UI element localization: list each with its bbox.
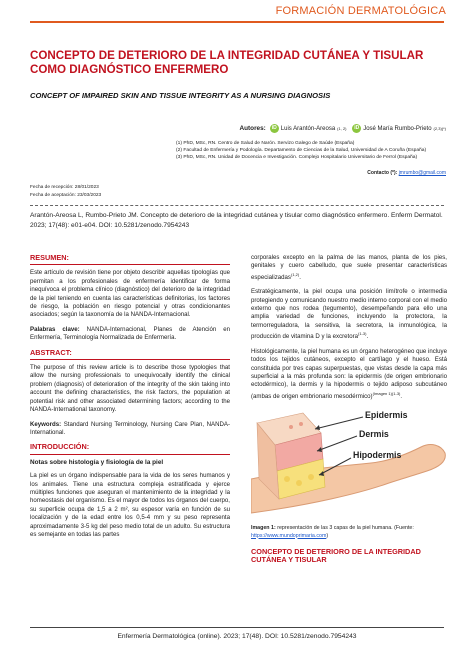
keywords-text: Standard Nursing Terminology, Nursing Care Plan, NANDA-International. [30, 420, 230, 436]
author-2-affil: (2,3)(*) [433, 126, 446, 131]
contact-line [367, 170, 446, 176]
footer-rule [30, 627, 444, 628]
citation-divider [30, 205, 444, 206]
skin-layers-illustration [251, 409, 447, 521]
received-date: Fecha de recepción: 28/01/2023 [30, 185, 99, 190]
citation: Arantón-Areosa L, Rumbo-Prieto JM. Concepto de deterioro de la integridad cutánea y tisular como diagnóstico enfermero. Enferm Dermatol. 2023; 17(48): e01-e04. DOI: 10.5281/zenodo.7954243 [30, 212, 443, 229]
page-footer: Enfermería Dermatológica (online). 2023; 17(48). DOI: 10.5281/zenodo.7954243 [117, 633, 357, 640]
palabras-label: Palabras clave: [30, 325, 80, 333]
affiliation-2: (2) Facultad de Enfermería y Podología. Departamento de Ciencias de la Salud, Universidad de A Coruña (España) [176, 148, 427, 154]
journal-section-title: FORMACIÓN DERMATOLÓGICA [275, 5, 446, 17]
keywords [30, 421, 230, 438]
affiliation-1: (1) PhD, MSc, RN. Centro de Salud de Narón. Servizo Galego de Saúde (España) [176, 141, 355, 146]
article-subtitle: CONCEPT OF IMPAIRED SKIN AND TISSUE INTEGRITY AS A NURSING DIAGNOSIS [30, 91, 331, 100]
authors-label: Autores: [239, 125, 266, 132]
palabras-clave [30, 326, 230, 343]
figure-label-dermis: Dermis [359, 429, 389, 440]
affiliations [176, 140, 446, 162]
abstract-text: The purpose of this review article is to describe those typologies that allow the nursing professionals to unequivocally identify the clinical problem (diagnosis) of deterioration of the integrity of the skin taking into account the defining characteristics, the risk factors, the population at potential risk and other associated determining factors; according to the NANDA-International taxonomy. [30, 364, 230, 414]
resumen-heading: RESUMEN: [30, 254, 230, 265]
authors-line [240, 124, 446, 133]
right-column [251, 254, 447, 571]
body-paragraph-3: Histológicamente, la piel humana es un órgano heterogéneo que incluye todos los tejidos cutáneos, excepto el cartílago y el hueso. Está constituida por tres capas superpuestas, que vistas desde la capa más superficial a la más profunda son: la epidermis (de origen embrionario ectodérmico), la dermis y la hipodermis o tejido adiposo subcutáneo (ambas de origen embrionario mesodérmico)$^{(Imagen 1)(1-3)}$. [251, 347, 447, 400]
introduccion-heading: INTRODUCCIÓN: [30, 443, 230, 454]
caption-label: Imagen 1: [251, 525, 276, 532]
keywords-label: Keywords: [30, 420, 62, 428]
body-paragraph-2: Estratégicamente, la piel ocupa una posición limítrofe o intermedia protegiendo y comunicando nuestro medio interno corporal con el medio externo que nos rodea (tegumento), desempeñando para ello una amplia variedad de funciones, incluyendo la protectora, la termorreguladora, la sensitiva, la secretora, la inmunológica, la producción de vitamina D y la excretora$^{(1-3)}$. [251, 288, 447, 341]
body-paragraph-1: corporales excepto en la palma de las manos, planta de los pies, genitales y cuero cabelludo, que suele presentar características especializadas$^{(1,2)}$. [251, 254, 447, 281]
author-1: Luis Arantón-Areosa [280, 125, 336, 132]
caption-source-link[interactable]: https://www.mundoprimaria.com [251, 532, 327, 539]
figure-label-epidermis: Epidermis [365, 410, 408, 421]
notas-subheading: Notas sobre histología y fisiología de la piel [30, 458, 164, 466]
header-rule [30, 21, 444, 23]
contact-label: Contacto (*): [367, 170, 398, 176]
article-dates [30, 184, 101, 199]
skin-layers-figure [251, 409, 447, 521]
concepto-heading: CONCEPTO DE DETERIORO DE LA INTEGRIDAD CUTÁNEA Y TISULAR [251, 547, 421, 565]
caption-text: representación de las 3 capas de la piel humana. (Fuente: [277, 525, 414, 532]
left-column [30, 254, 230, 545]
figure-caption: Imagen 1: representación de las 3 capas de la piel humana. (Fuente: https://www.mundoprimaria.com) [251, 525, 414, 539]
article-title: CONCEPTO DE DETERIORO DE LA INTEGRIDAD CUTÁNEA Y TISULAR COMO DIAGNÓSTICO ENFERMERO [30, 49, 424, 76]
affiliation-3: (3) PhD, MSc, RN. Unidad de Docencia e Investigación. Complejo Hospitalario Universitario de Ferrol (España) [176, 155, 418, 161]
author-1-affil: (1, 2) [337, 126, 347, 131]
resumen-text: Este artículo de revisión tiene por objeto describir aquellas tipologías que permitan a los profesionales de enfermería identificar de forma inequívoca el problema clínico (diagnóstico) del deterioro de la integridad de la piel teniendo en cuenta las características definitorias, los factores de riesgo, la población en riesgo potencial y otras condicionantes asociados; según la taxonomía de la NANDA-Internacional. [30, 269, 230, 319]
orcid-icon[interactable]: iD [354, 125, 360, 131]
orcid-icon[interactable]: iD [271, 125, 277, 131]
contact-email-link[interactable]: jmrumbo@gmail.com [398, 170, 446, 176]
palabras-text: NANDA-Internacional, Planes de Atención en Enfermería, Terminología Normalizada de Enfermería. [30, 325, 230, 342]
intro-text: La piel es un órgano indispensable para la vida de los seres humanos y los animales. Tiene una estructura compleja estratificada y ejerce múltiples funciones que aseguran el mantenimiento de la integridad y la homeostasis del organismo. Es el mayor de todos los órganos del cuerpo, su superficie ocupa de 1,5 a 2 m², su espesor varía en función de su localización y de la edad entre los 0,5-4 mm y su peso representa aproximadamente 3-5 kg del peso medio total de un adulto. Su estructura es semejante en todas las partes [30, 472, 230, 538]
author-2: José María Rumbo-Prieto [363, 125, 432, 132]
figure-label-hipodermis: Hipodermis [353, 450, 402, 461]
abstract-heading: ABSTRACT: [30, 349, 230, 360]
accepted-date: Fecha de aceptación: 23/03/2023 [30, 192, 102, 198]
